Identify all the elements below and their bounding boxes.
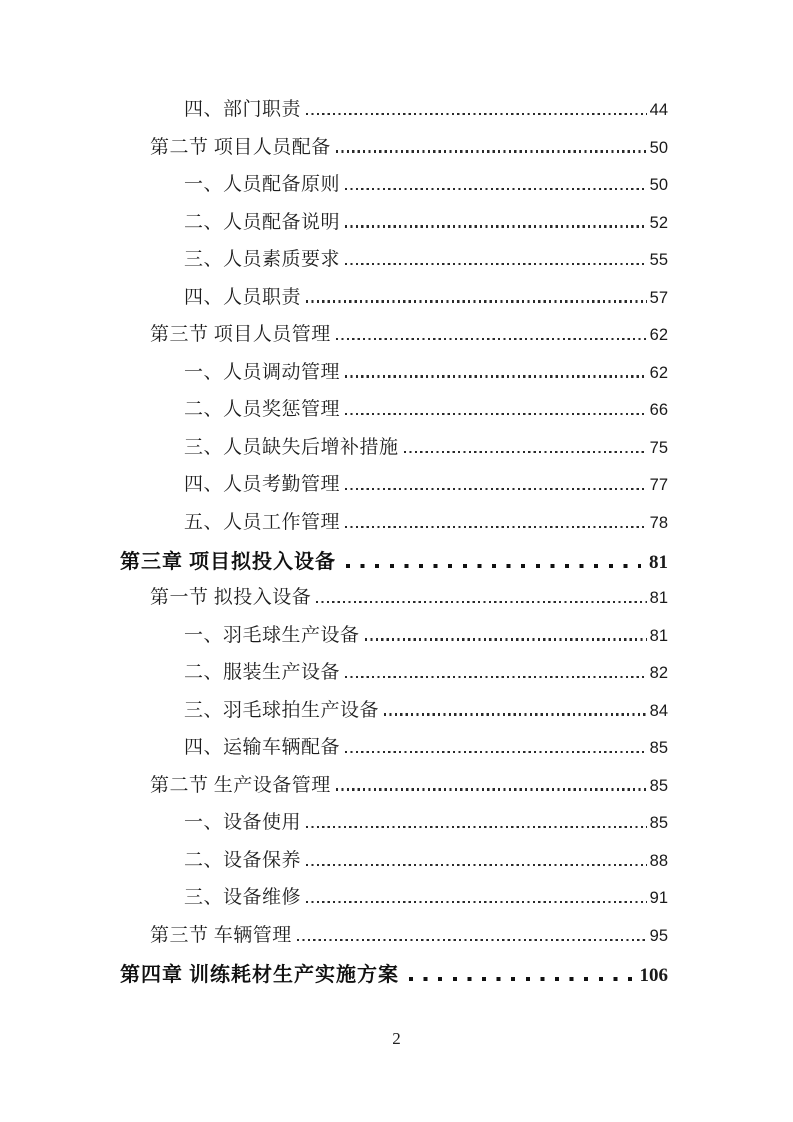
toc-entry-page: 88 [649,851,668,870]
toc-entry-title: 第三章 项目拟投入设备 [120,550,336,573]
dot-leader [345,676,647,678]
toc-entry-page: 84 [649,701,668,720]
toc-entry-item[interactable] [184,432,668,470]
toc-entry-page: 82 [649,664,668,683]
toc-entry-title: 四、运输车辆配备 [184,737,341,759]
toc-entry-title: 第二节 生产设备管理 [150,774,331,796]
table-of-contents [120,94,668,995]
toc-entry-item[interactable] [184,169,668,207]
toc-entry-title: 二、人员奖惩管理 [184,399,341,421]
toc-entry-item[interactable] [184,882,668,920]
toc-entry-item[interactable] [184,620,668,658]
dot-leader [345,751,647,753]
toc-entry-title: 第三节 项目人员管理 [150,324,331,346]
dot-leader [345,375,647,377]
toc-entry-page: 91 [649,889,668,908]
toc-entry-page: 81 [649,589,668,608]
toc-entry-page: 85 [649,739,668,758]
toc-entry-page: 77 [649,476,668,495]
toc-entry-section[interactable] [150,132,668,170]
toc-entry-title: 第一节 拟投入设备 [150,587,312,609]
toc-entry-page: 106 [639,964,668,986]
toc-entry-section[interactable] [150,920,668,958]
toc-entry-item[interactable] [184,244,668,282]
toc-entry-page: 57 [649,288,668,307]
toc-entry-title: 第四章 训练耗材生产实施方案 [120,963,399,986]
footer-page-number: 2 [392,1029,401,1048]
dot-leader [306,901,647,903]
toc-entry-page: 75 [649,438,668,457]
toc-entry-page: 62 [649,363,668,382]
toc-entry-page: 52 [649,213,668,232]
toc-entry-item[interactable] [184,507,668,545]
toc-entry-item[interactable] [184,845,668,883]
toc-entry-title: 二、服装生产设备 [184,662,341,684]
toc-entry-title: 三、设备维修 [184,887,302,909]
toc-entry-title: 三、羽毛球拍生产设备 [184,699,380,721]
toc-entry-title: 五、人员工作管理 [184,512,341,534]
dot-leader [306,826,647,828]
toc-entry-title: 一、设备使用 [184,812,302,834]
dot-leader [345,263,647,265]
toc-entry-title: 四、人员考勤管理 [184,474,341,496]
toc-entry-item[interactable] [184,807,668,845]
dot-leader [384,713,647,715]
toc-entry-title: 一、人员调动管理 [184,361,341,383]
toc-entry-page: 62 [649,326,668,345]
dot-leader [345,488,647,490]
toc-entry-item[interactable] [184,732,668,770]
toc-entry-page: 66 [649,401,668,420]
dot-leader [345,225,647,227]
toc-entry-page: 44 [649,101,668,119]
dot-leader [345,413,647,415]
toc-entry-page: 55 [649,251,668,270]
toc-entry-item[interactable] [184,94,668,132]
toc-entry-title: 四、人员职责 [184,286,302,308]
toc-entry-item[interactable] [184,469,668,507]
toc-entry-title: 二、设备保养 [184,849,302,871]
toc-entry-page: 81 [649,551,668,573]
dot-leader [316,601,646,603]
toc-entry-title: 一、羽毛球生产设备 [184,624,360,646]
toc-entry-title: 三、人员缺失后增补措施 [184,436,399,458]
dot-leader [345,526,647,528]
toc-entry-page: 50 [649,176,668,195]
dot-leader [346,564,641,567]
toc-entry-page: 85 [649,814,668,833]
toc-entry-title: 四、部门职责 [184,99,302,120]
dot-leader [345,188,647,190]
dot-leader [336,788,647,790]
toc-entry-title: 二、人员配备说明 [184,211,341,233]
toc-entry-title: 一、人员配备原则 [184,174,341,196]
dot-leader [336,338,647,340]
toc-entry-title: 三、人员素质要求 [184,249,341,271]
toc-entry-item[interactable] [184,657,668,695]
toc-entry-page: 78 [649,514,668,533]
toc-entry-page: 81 [649,626,668,645]
dot-leader [306,113,647,115]
dot-leader [306,300,647,302]
toc-entry-item[interactable] [184,282,668,320]
toc-entry-chapter[interactable] [120,545,668,583]
toc-entry-title: 第二节 项目人员配备 [150,136,331,158]
toc-entry-section[interactable] [150,319,668,357]
dot-leader [409,977,632,980]
toc-entry-page: 85 [649,776,668,795]
toc-entry-item[interactable] [184,394,668,432]
toc-entry-chapter[interactable] [120,958,668,996]
toc-entry-section[interactable] [150,582,668,620]
toc-entry-item[interactable] [184,695,668,733]
dot-leader [336,150,647,152]
toc-entry-item[interactable] [184,207,668,245]
dot-leader [306,864,647,866]
toc-entry-section[interactable] [150,770,668,808]
toc-entry-page: 95 [649,927,668,946]
dot-leader [404,451,647,453]
toc-entry-item[interactable] [184,357,668,395]
dot-leader [297,939,647,941]
dot-leader [365,638,647,640]
toc-entry-page: 50 [649,138,668,157]
toc-entry-title: 第三节 车辆管理 [150,925,292,947]
